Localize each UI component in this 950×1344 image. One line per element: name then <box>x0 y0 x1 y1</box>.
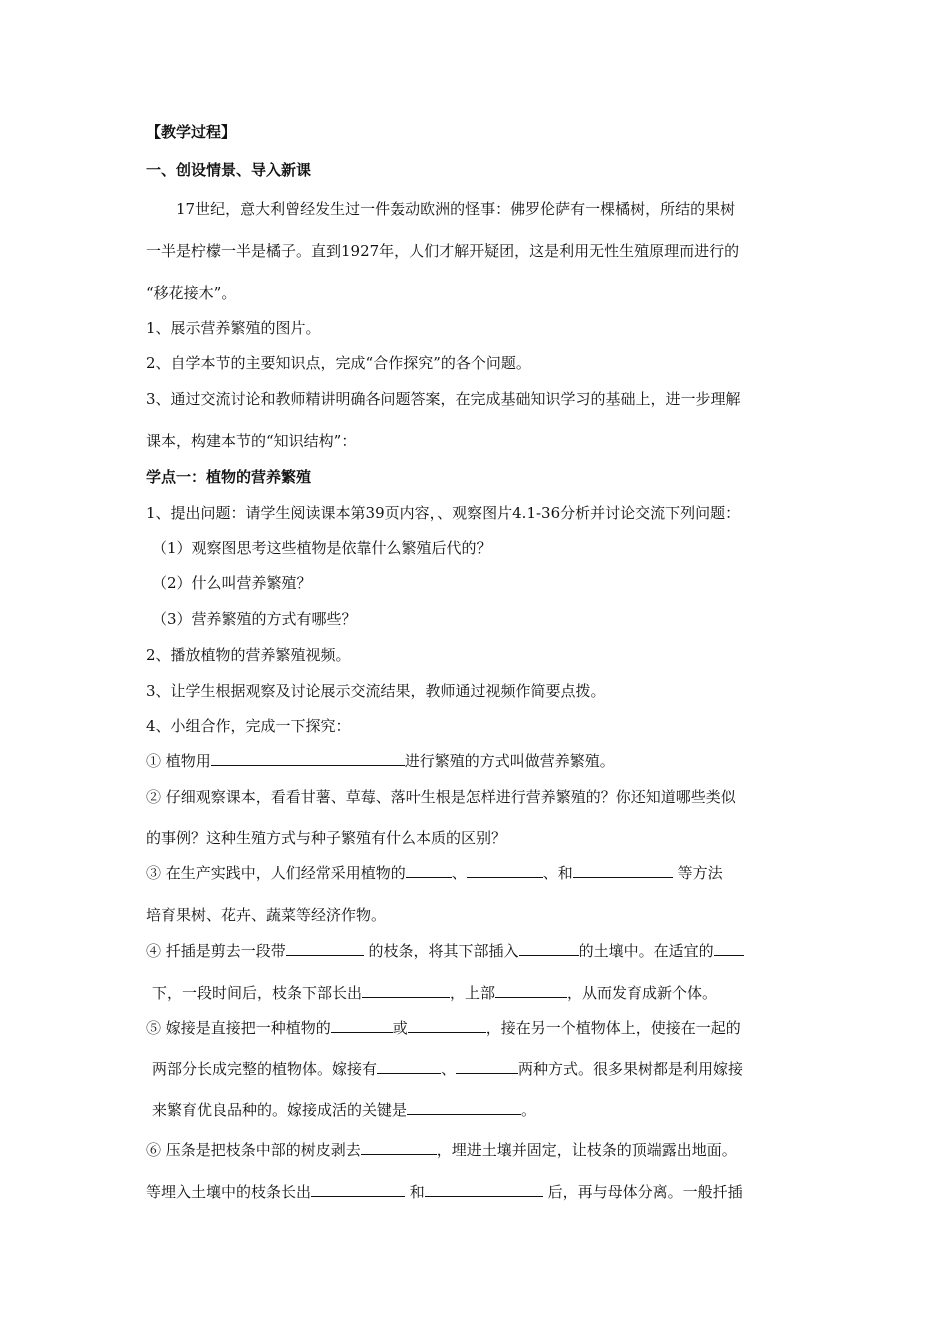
question-2: 2、播放植物的营养繁殖视频。 <box>146 646 351 664</box>
step-1: 1、展示营养繁殖的图片。 <box>146 319 321 337</box>
question-3: 3、让学生根据观察及讨论展示交流结果，教师通过视频作简要点拨。 <box>146 682 606 700</box>
exercise-4-line-2 <box>152 983 717 1003</box>
question-1b: （2）什么叫营养繁殖？ <box>152 574 312 592</box>
fill-blank[interactable] <box>361 1140 437 1155</box>
question-1: 1、提出问题：请学生阅读课本第39页内容，、观察图片4.1-36分析并讨论交流下列问题： <box>146 504 741 522</box>
question-4: 4、小组合作，完成一下探究： <box>146 717 351 735</box>
exercise-1-suffix: 进行繁殖的方式叫做营养繁殖。 <box>404 752 615 770</box>
question-1a: （1）观察图思考这些植物是依靠什么繁殖后代的？ <box>152 539 492 557</box>
section1-title: 一、创设情景、导入新课 <box>146 161 312 179</box>
fill-blank[interactable] <box>456 1059 518 1074</box>
exercise-5-b-suffix: 两种方式。很多果树都是利用嫁接 <box>518 1060 744 1078</box>
exercise-6-suffix: ，埋进土壤并固定，让枝条的顶端露出地面。 <box>436 1141 737 1159</box>
exercise-5 <box>146 1018 741 1038</box>
exercise-2-line-1: ② 仔细观察课本，看看甘薯、草莓、落叶生根是怎样进行营养繁殖的？你还知道哪些类似 <box>146 788 736 806</box>
intro-line-2: 一半是柠檬一半是橘子。直到1927年，人们才解开疑团，这是利用无性生殖原理而进行的 <box>146 242 740 260</box>
fill-blank[interactable] <box>408 1018 486 1033</box>
fill-blank[interactable] <box>573 863 673 878</box>
exercise-4-b-mid: ，上部 <box>450 984 496 1002</box>
exercise-5-suffix: ，接在另一个植物体上，使接在一起的 <box>485 1019 741 1037</box>
exercise-5-c-suffix: 。 <box>521 1101 537 1119</box>
exercise-5-line-2 <box>152 1059 743 1079</box>
exercise-6-b-prefix: 等埋入土壤中的枝条长出 <box>146 1183 312 1201</box>
exercise-6-b-suffix: 后，再与母体分离。一般扦插 <box>542 1183 743 1201</box>
exercise-4-mid-2: 的土壤中。在适宜的 <box>578 942 714 960</box>
fill-blank[interactable] <box>211 751 405 766</box>
exercise-5-c-prefix: 来繁育优良品种的。嫁接成活的关键是 <box>152 1101 408 1119</box>
section2-title: 学点一：植物的营养繁殖 <box>146 468 312 486</box>
exercise-5-line-3 <box>152 1100 536 1120</box>
exercise-6 <box>146 1140 737 1160</box>
step-3-line-1: 3、通过交流讨论和教师精讲明确各问题答案，在完成基础知识学习的基础上，进一步理解 <box>146 390 741 408</box>
exercise-5-mid: 或 <box>392 1019 408 1037</box>
fill-blank[interactable] <box>331 1018 393 1033</box>
exercise-2-line-2: 的事例？这种生殖方式与种子繁殖有什么本质的区别？ <box>146 829 507 847</box>
exercise-6-line-2 <box>146 1182 743 1202</box>
exercise-1 <box>146 751 615 771</box>
exercise-3 <box>146 863 723 883</box>
exercise-3-sep-1: 、 <box>451 864 467 882</box>
fill-blank[interactable] <box>286 941 364 956</box>
fill-blank[interactable] <box>467 863 543 878</box>
fill-blank[interactable] <box>519 941 579 956</box>
exercise-1-prefix: ① 植物用 <box>146 752 211 770</box>
exercise-5-b-sep: 、 <box>441 1060 457 1078</box>
exercise-4 <box>146 941 744 961</box>
fill-blank[interactable] <box>425 1182 543 1197</box>
fill-blank[interactable] <box>362 983 450 998</box>
fill-blank[interactable] <box>495 983 567 998</box>
exercise-3-prefix: ③ 在生产实践中，人们经常采用植物的 <box>146 864 406 882</box>
intro-line-1: 17世纪，意大利曾经发生过一件轰动欧洲的怪事：佛罗伦萨有一棵橘树，所结的果树 <box>176 200 736 218</box>
exercise-4-mid-1: 的枝条，将其下部插入 <box>363 942 519 960</box>
fill-blank[interactable] <box>714 941 744 956</box>
step-3-line-2: 课本，构建本节的“知识结构”： <box>146 432 357 450</box>
exercise-5-b-prefix: 两部分长成完整的植物体。嫁接有 <box>152 1060 378 1078</box>
exercise-4-b-suffix: ，从而发育成新个体。 <box>567 984 718 1002</box>
fill-blank[interactable] <box>406 863 452 878</box>
exercise-4-b-prefix: 下，一段时间后，枝条下部长出 <box>152 984 363 1002</box>
step-2: 2、自学本节的主要知识点，完成“合作探究”的各个问题。 <box>146 354 531 372</box>
intro-line-3: “移花接木”。 <box>146 284 237 302</box>
question-1c: （3）营养繁殖的方式有哪些？ <box>152 610 357 628</box>
fill-blank[interactable] <box>377 1059 441 1074</box>
exercise-3-sep-2: 、和 <box>542 864 573 882</box>
fill-blank[interactable] <box>311 1182 405 1197</box>
exercise-3-suffix: 等方法 <box>672 864 723 882</box>
exercise-3-line-2: 培育果树、花卉、蔬菜等经济作物。 <box>146 906 387 924</box>
exercise-6-b-mid: 和 <box>405 1183 425 1201</box>
exercise-5-prefix: ⑤ 嫁接是直接把一种植物的 <box>146 1019 331 1037</box>
exercise-6-prefix: ⑥ 压条是把枝条中部的树皮剥去 <box>146 1141 361 1159</box>
exercise-4-prefix: ④ 扦插是剪去一段带 <box>146 942 286 960</box>
section-heading: 【教学过程】 <box>146 123 237 141</box>
fill-blank[interactable] <box>407 1100 521 1115</box>
